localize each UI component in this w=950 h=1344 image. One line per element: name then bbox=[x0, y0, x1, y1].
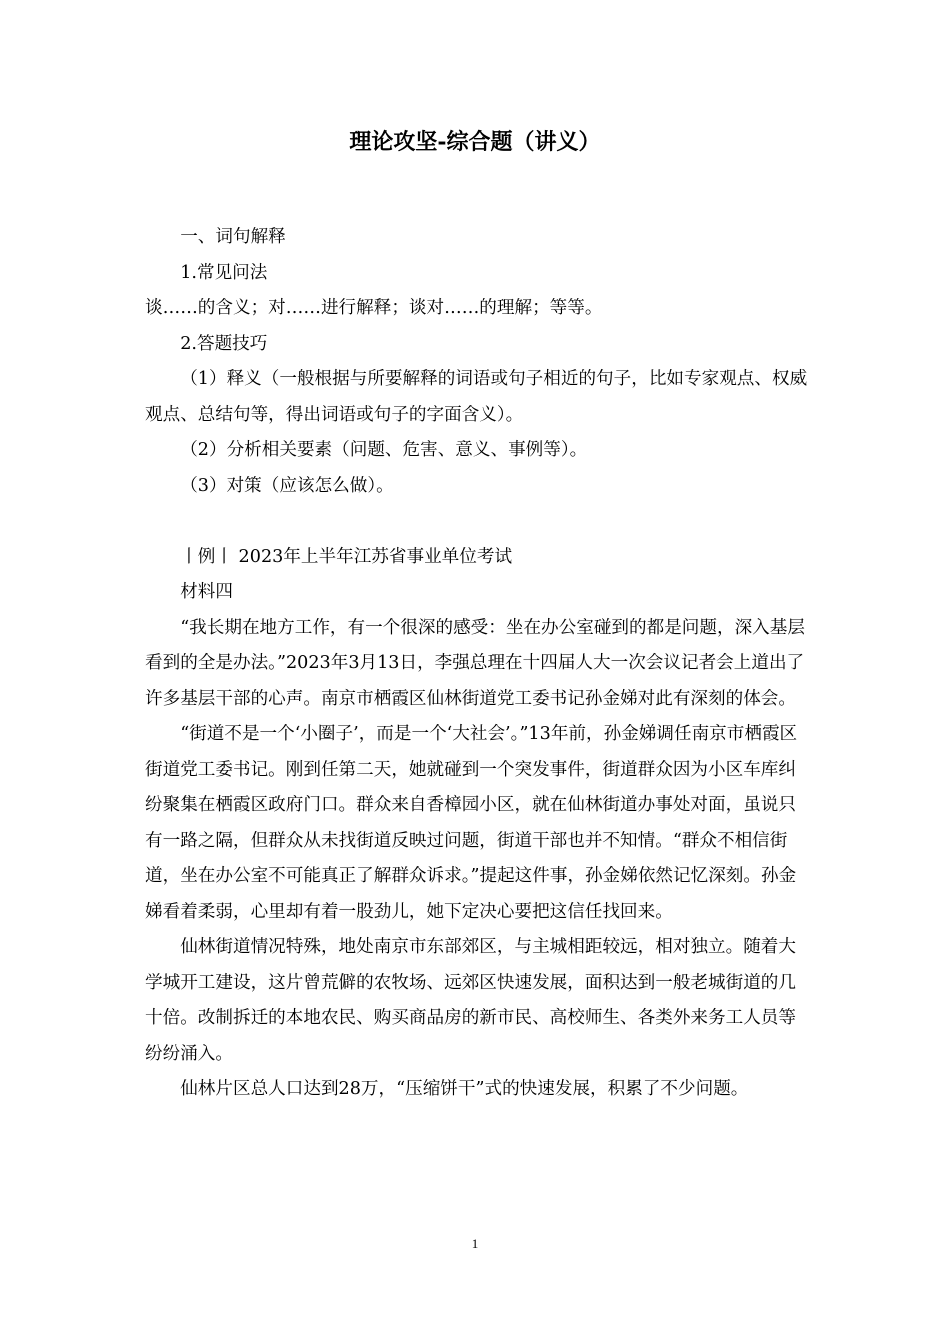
material-label: 材料四 bbox=[180, 582, 233, 602]
example-label: 丨例丨 2023年上半年江苏省事业单位考试 bbox=[180, 546, 513, 567]
answer-tip-2: （2）分析相关要素（问题、危害、意义、事例等）。 bbox=[180, 440, 588, 460]
common-questions-text: 谈……的含义；对……进行解释；谈对……的理解；等等。 bbox=[145, 298, 603, 318]
document-body bbox=[145, 220, 809, 1108]
subsection-heading-answer-tips: 2.答题技巧 bbox=[180, 333, 268, 354]
document-title: 理论攻坚-综合题（讲义） bbox=[349, 129, 601, 155]
section-heading: 一、词句解释 bbox=[180, 227, 286, 247]
material-paragraph: 仙林街道情况特殊，地处南京市东部郊区，与主城相距较远，相对独立。随着大学城开工建设，这片曾荒僻的农牧场、远郊区快速发展，面积达到一般老城街道的几十倍。改制拆迁的本地农民、购买商品房的新市民、高校师生、各类外来务工人员等纷纷涌入。 bbox=[145, 937, 796, 1064]
subsection-heading-common-questions: 1.常见问法 bbox=[180, 262, 268, 283]
material-paragraph: “我长期在地方工作，有一个很深的感受：坐在办公室碰到的都是问题，深入基层看到的全是办法。”2023年3月13日，李强总理在十四届人大一次会议记者会上道出了许多基层干部的心声。南京市栖霞区仙林街道党工委书记孙金娣对此有深刻的体会。 bbox=[145, 617, 805, 709]
spacer bbox=[145, 504, 809, 540]
material-paragraph: “街道不是一个‘小圈子’，而是一个‘大社会’。”13年前，孙金娣调任南京市栖霞区街道党工委书记。刚到任第二天，她就碰到一个突发事件，街道群众因为小区车库纠纷聚集在栖霞区政府门口。群众来自香樟园小区，就在仙林街道办事处对面，虽说只有一路之隔，但群众从未找街道反映过问题，街道干部也并不知情。“群众不相信街道，坐在办公室不可能真正了解群众诉求。”提起这件事，孙金娣依然记忆深刻。孙金娣看着柔弱，心里却有着一股劲儿，她下定决心要把这信任找回来。 bbox=[145, 724, 798, 922]
page-number: 1 bbox=[471, 1236, 479, 1251]
answer-tip-1: （1）释义（一般根据与所要解释的词语或句子相近的句子，比如专家观点、权威观点、总结句等，得出词语或句子的字面含义）。 bbox=[145, 369, 808, 425]
material-paragraph: 仙林片区总人口达到28万，“压缩饼干”式的快速发展，积累了不少问题。 bbox=[180, 1079, 749, 1099]
answer-tip-3: （3）对策（应该怎么做）。 bbox=[180, 475, 394, 496]
